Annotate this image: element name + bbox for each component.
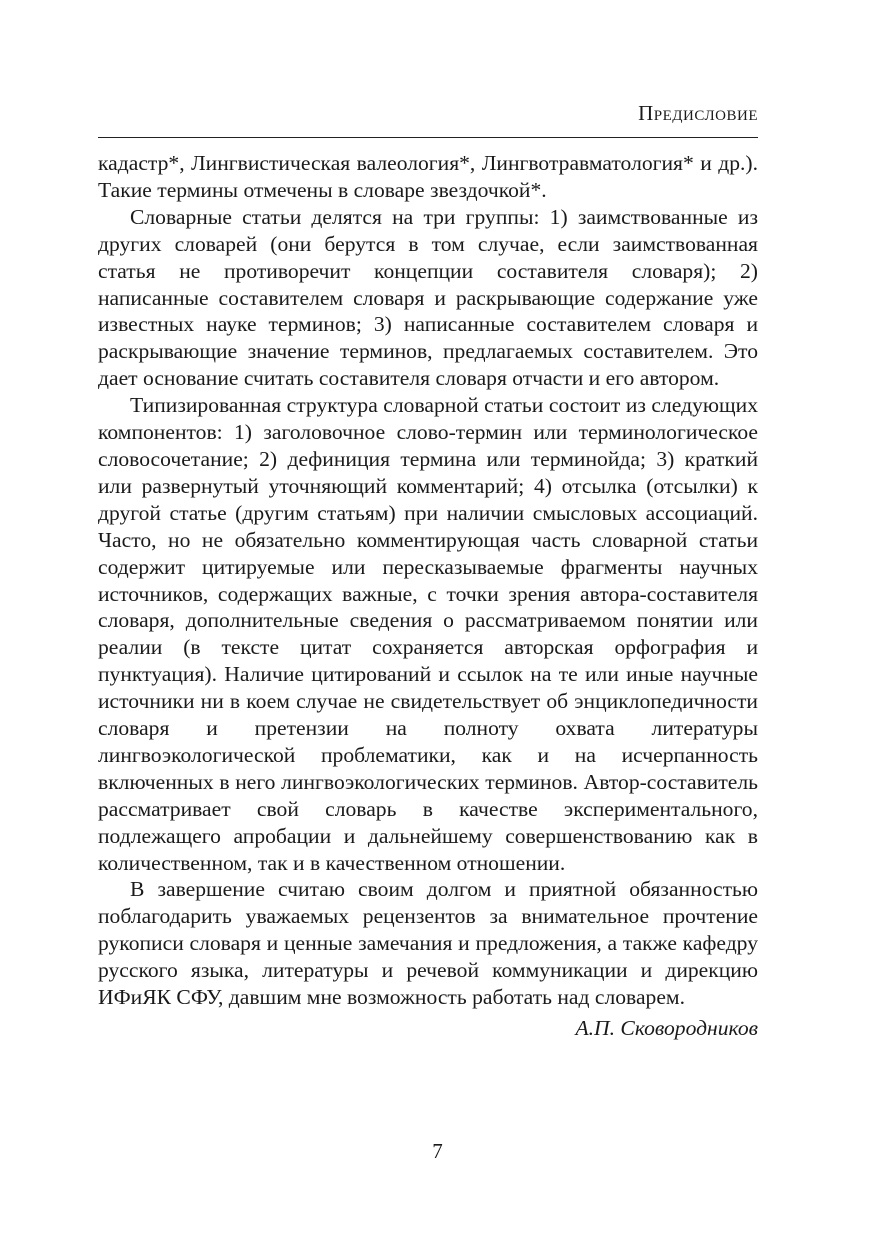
paragraph-article-structure: Типизированная структура словарной статьи состоит из следующих компонентов: 1) заголовочное слово-термин или терминологическое словосочетание; 2) дефиниция термина или терминойда; 3) краткий или развернутый уточняющий комментарий; 4) отсылка (отсылки) к другой статье (другим статьям) при наличии смысловых ассоциаций. Часто, но не обязательно комментирующая часть словарной статьи содержит цитируемые или пересказываемые фрагменты научных источников, содержащих важные, с точки зрения автора-составителя словаря, дополнительные сведения о рассматриваемом понятии или реалии (в тексте цитат сохраняется авторская орфография и пунктуация). Наличие цитирований и ссылок на те или иные научные источники ни в коем случае не свидетельствует об энциклопедичности словаря и претензии на полноту охвата литературы лингвоэкологической проблематики, как и на исчерпанность включенных в него лингвоэкологических терминов. Автор-составитель рассматривает свой словарь в качестве экспериментального, подлежащего апробации и дальнейшему совершенствованию как в количественном, так и в качественном отношении. — [98, 393, 758, 875]
page-number: 7 — [432, 1139, 443, 1163]
paragraph-article-groups: Словарные статьи делятся на три группы: 1) заимствованные из других словарей (они берутся в том случае, если заимствованная статья не противоречит концепции составителя словаря); 2) написанные составителем словаря и раскрывающие содержание уже известных науке терминов; 3) написанные составителем словаря и раскрывающие значение терминов, предлагаемых составителем. Это дает основание считать составителя словаря отчасти и его автором. — [98, 204, 758, 391]
paragraph-acknowledgements: В завершение считаю своим долгом и приятной обязанностью поблагодарить уважаемых рецензентов за внимательное прочтение рукописи словаря и ценные замечания и предложения, а также кафедру русского языка, литературы и речевой коммуникации и дирекцию ИФиЯК СФУ, давшим мне возможность работать над словарем. — [98, 877, 758, 1010]
body-text — [98, 150, 758, 1042]
running-head: Предисловие — [638, 101, 758, 125]
author-signature: А.П. Сковородников — [575, 1016, 758, 1040]
header-rule — [98, 137, 758, 138]
paragraph-continuation: кадастр*, Лингвистическая валеология*, Лингвотравматология* и др.). Такие термины отмечены в словаре звездочкой*. — [98, 151, 758, 202]
